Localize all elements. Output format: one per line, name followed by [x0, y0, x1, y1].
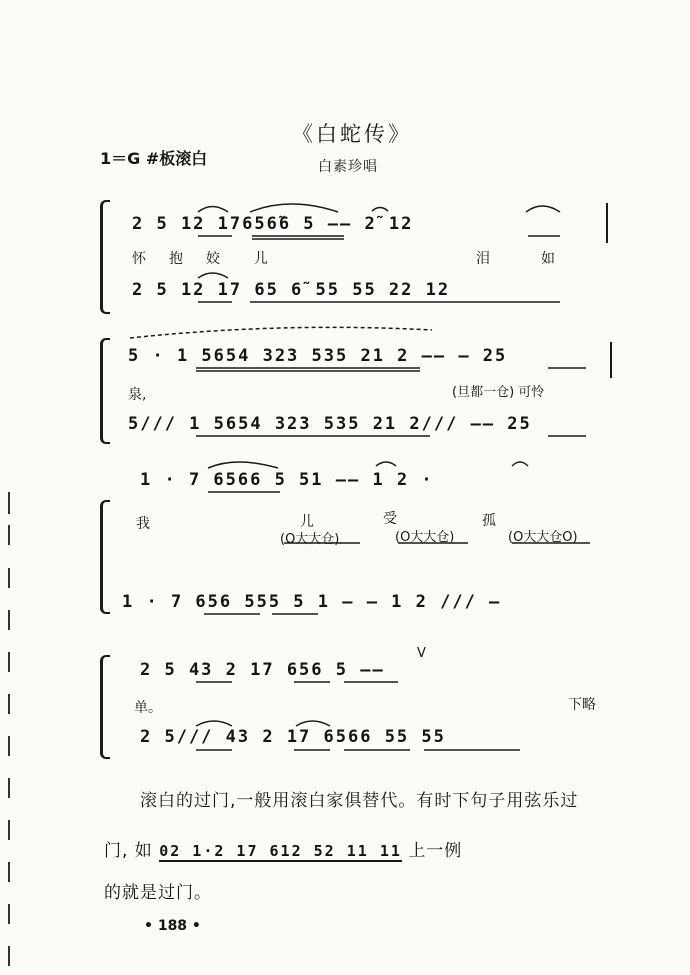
lyric-lei: 泪 [476, 251, 490, 267]
prose-line-3: 的就是过门。 [104, 883, 212, 903]
percussion-cue-2: (O大大仓) [395, 530, 455, 545]
lyric-shou: 受 [383, 511, 397, 527]
breath-mark: V [417, 646, 426, 661]
accompaniment-line: 2 5 12 17 65 6̃ 55 55 22 12 [132, 280, 451, 300]
lyric-ru: 如 [541, 251, 555, 267]
lyric-jiao: 姣 [206, 251, 220, 267]
note-omitted: 下略 [568, 697, 596, 713]
melody-line: 2 5 12 17656̃6 5 —— 2̃ 12 [132, 214, 414, 234]
singer-credit: 白素珍唱 [318, 159, 378, 175]
melody-line: 2 5 43 2 17 656 5 —— [140, 660, 385, 680]
page-number: • 188 • [144, 918, 201, 934]
percussion-cue: (旦都一仓) 可怜 [452, 385, 545, 400]
lyric-gu: 孤 [482, 513, 496, 529]
song-title: 《白蛇传》 [292, 122, 412, 146]
lyric-er: 儿 [254, 251, 268, 267]
lyric-bao: 抱 [169, 251, 183, 267]
melody-line: 1 · 7 6566 5 51 —— 1 2 · [140, 470, 434, 490]
melody-line: 5 · 1 5654 323 535 21 2 —— — 25 [128, 346, 508, 366]
lyric-huai: 怀 [132, 251, 146, 267]
accompaniment-line: 2 5/// 43 2 17 6566 55 55 [140, 727, 446, 747]
prose-line-1: 滚白的过门,一般用滚白家俱替代。有时下句子用弦乐过 [140, 791, 579, 811]
key-signature: 1＝G #板滚白 [100, 149, 208, 168]
prose-text: 上一例 [408, 841, 463, 861]
percussion-cue-3: (O大大仓O) [508, 530, 578, 545]
lyric-dan: 单。 [134, 700, 162, 716]
accompaniment-line: 1 · 7 656 555 5 1 — — 1 2 /// — [122, 592, 502, 612]
inline-notation: 02 1·2 17 612 52 11 11 [159, 842, 402, 860]
lyric-er2: 儿 [300, 514, 314, 530]
accompaniment-line: 5/// 1 5654 323 535 21 2/// —— 25 [128, 414, 532, 434]
lyric-quan: 泉, [128, 387, 147, 403]
lyric-wo: 我 [136, 516, 150, 532]
prose-text: 门, 如 [104, 841, 153, 861]
percussion-cue-1: (O大大仓) [280, 532, 340, 547]
